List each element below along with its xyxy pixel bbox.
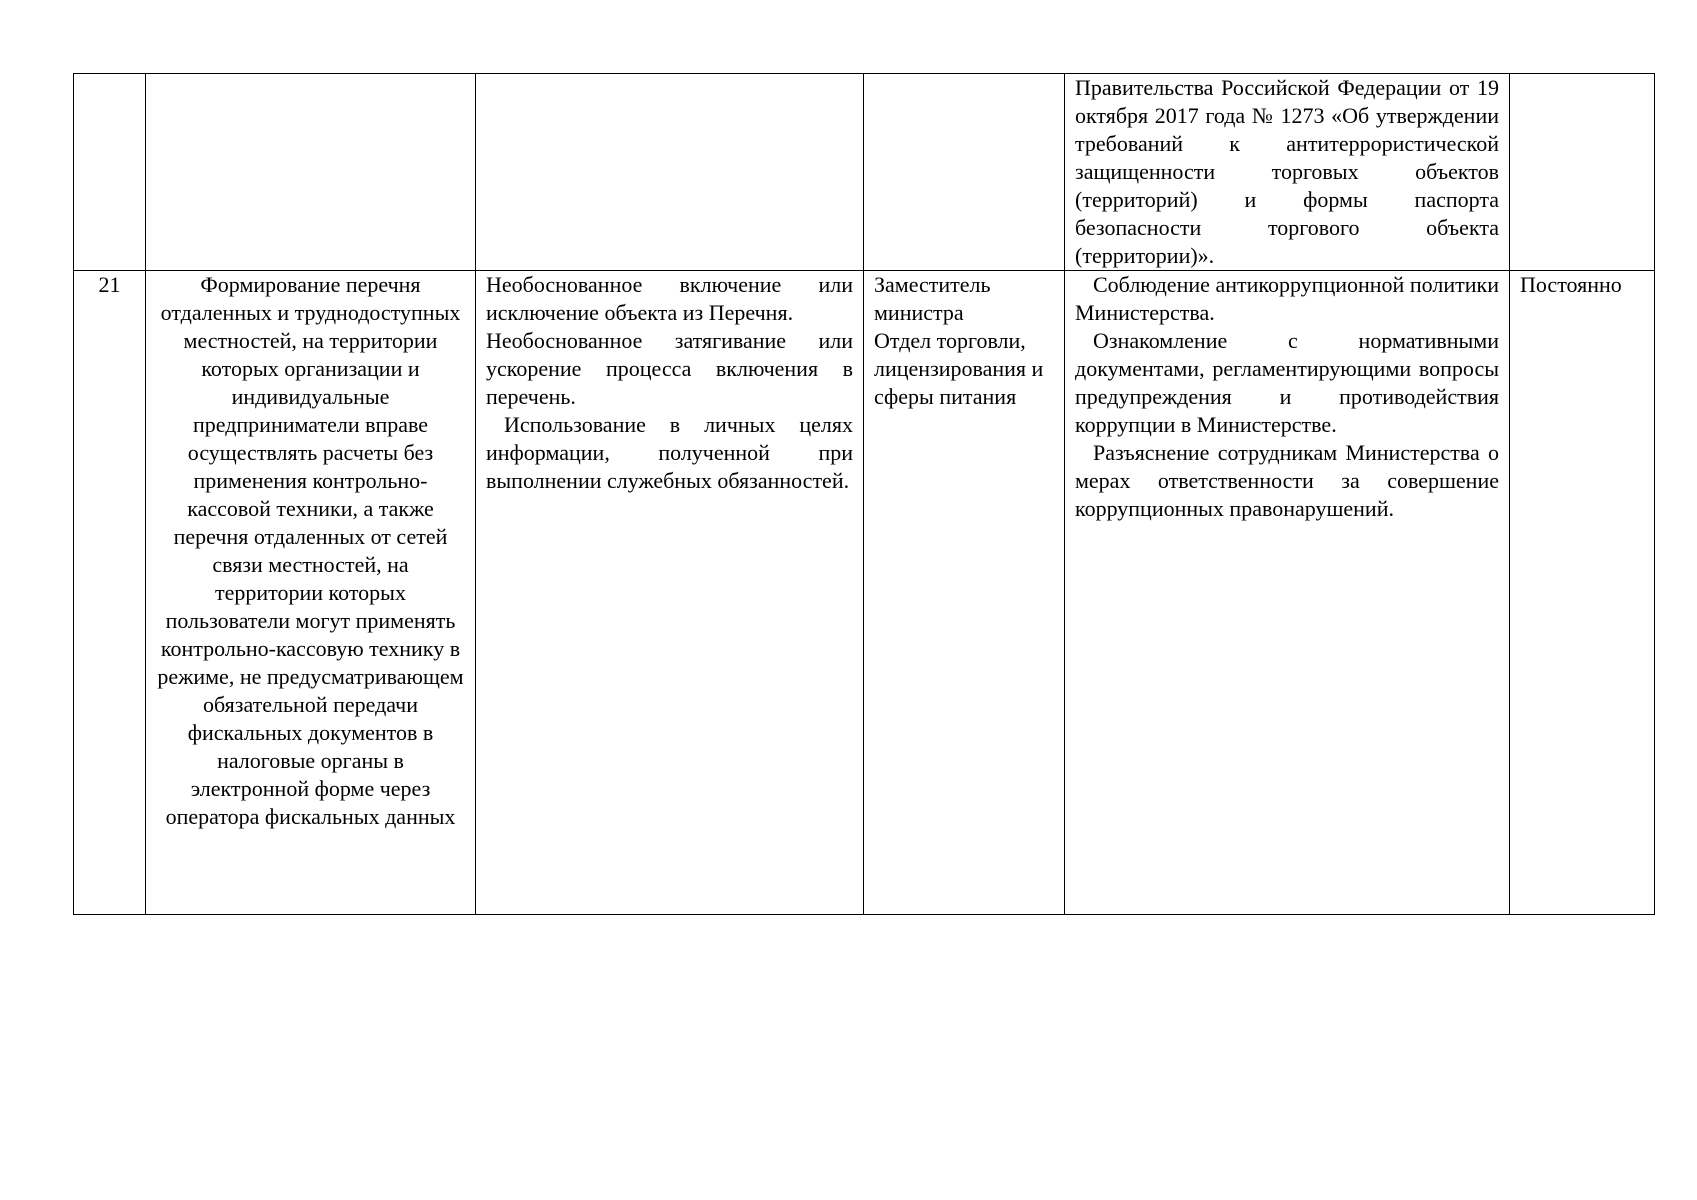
measures-paragraph: Разъяснение сотрудникам Министерства о мерах ответственности за совершение коррупционных правонарушений. bbox=[1075, 440, 1499, 521]
responsible-line: Заместитель министра bbox=[874, 272, 991, 325]
row-number-cell: 21 bbox=[74, 271, 146, 915]
risk-cell bbox=[476, 74, 864, 271]
measures-paragraph: Ознакомление с нормативными документами, регламентирующими вопросы предупреждения и противодействия коррупции в Министерстве. bbox=[1075, 328, 1499, 437]
function-cell: Формирование перечня отдаленных и труднодоступных местностей, на территории которых организации и индивидуальные предприниматели вправе осуществлять расчеты без применения контрольно-кассовой техники, а также перечня отдаленных от сетей связи местностей, на территории которых пользователи могут применять контрольно-кассовую технику в режиме, не предусматривающем обязательной передачи фискальных документов в налоговые органы в электронной форме через оператора фискальных данных bbox=[146, 271, 476, 915]
row-number-cell bbox=[74, 74, 146, 271]
function-cell bbox=[146, 74, 476, 271]
measures-table bbox=[73, 73, 1655, 915]
measures-cell bbox=[1065, 74, 1510, 271]
risk-cell bbox=[476, 271, 864, 915]
risk-paragraph: Необоснованное включение или исключение объекта из Перечня. bbox=[486, 272, 853, 325]
responsible-line: Отдел торговли, лицензирования и сферы питания bbox=[874, 328, 1044, 409]
measures-paragraph: Соблюдение антикоррупционной политики Министерства. bbox=[1075, 272, 1499, 325]
risk-paragraph: Использование в личных целях информации, полученной при выполнении служебных обязанностей. bbox=[486, 412, 853, 493]
measures-paragraph: Правительства Российской Федерации от 19 октября 2017 года № 1273 «Об утверждении требований к антитеррористической защищенности торговых объектов (территорий) и формы паспорта безопасности торгового объекта (территории)». bbox=[1075, 75, 1499, 268]
table-row bbox=[74, 74, 1655, 271]
responsible-cell bbox=[864, 271, 1065, 915]
deadline-cell bbox=[1510, 74, 1655, 271]
risk-paragraph: Необоснованное затягивание или ускорение процесса включения в перечень. bbox=[486, 328, 853, 409]
responsible-cell bbox=[864, 74, 1065, 271]
deadline-cell: Постоянно bbox=[1510, 271, 1655, 915]
table-row bbox=[74, 271, 1655, 915]
measures-cell bbox=[1065, 271, 1510, 915]
